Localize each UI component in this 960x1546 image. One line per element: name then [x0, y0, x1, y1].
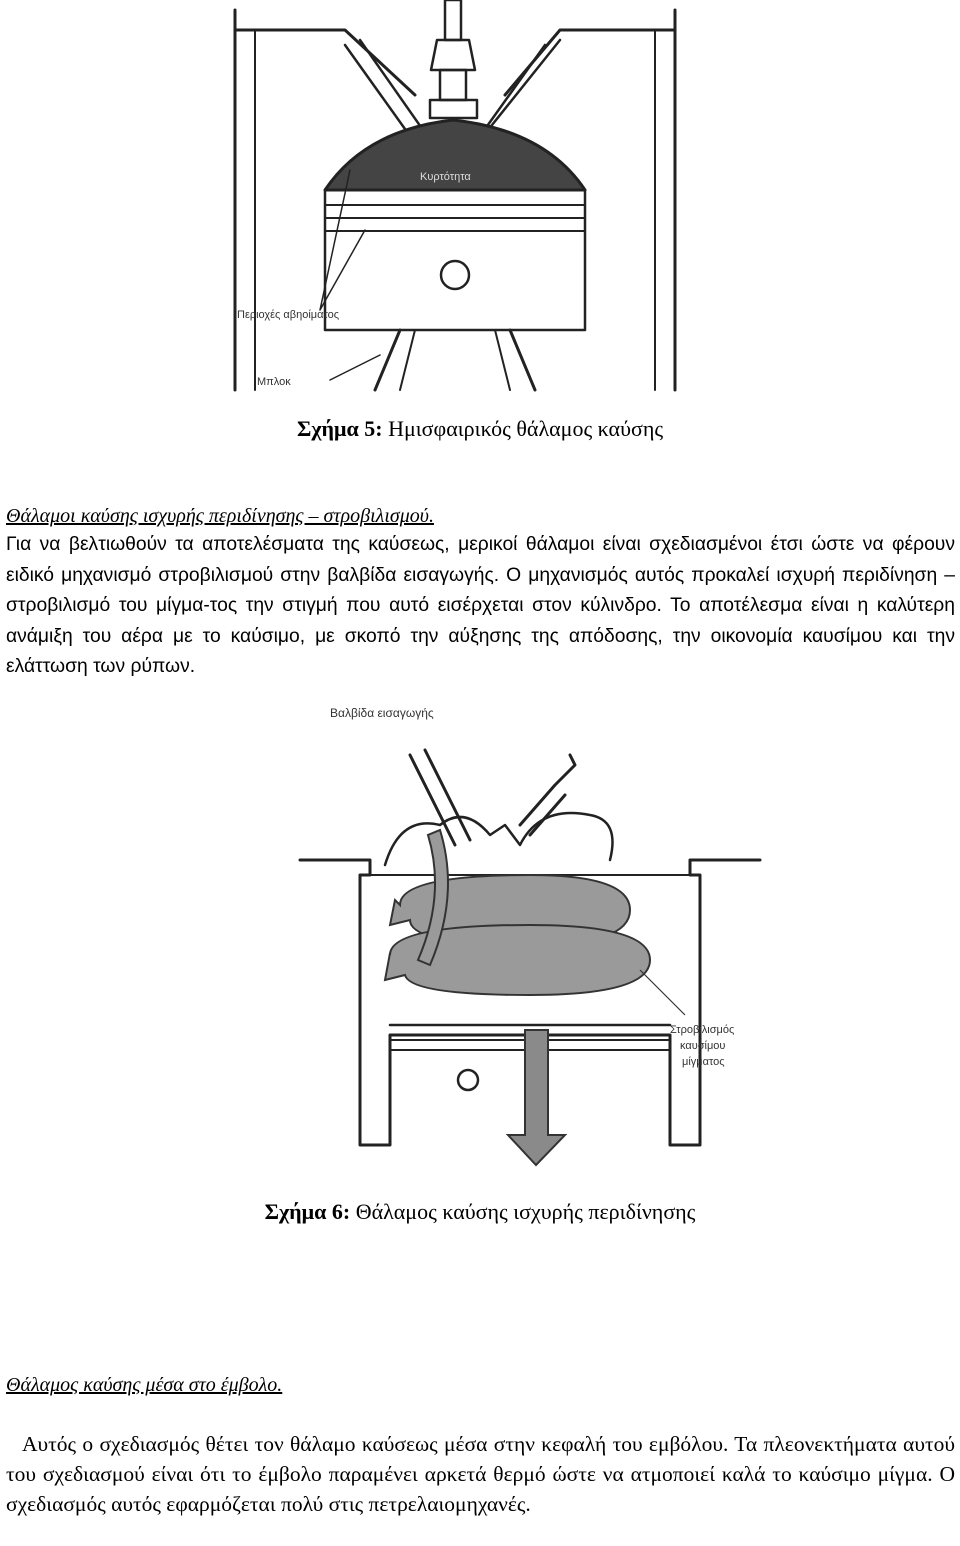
spark-plug — [520, 755, 575, 835]
label-spark: Μπλοκ — [257, 376, 291, 388]
figure-5-caption-text: Ημισφαιρικός θάλαμος καύσης — [382, 416, 664, 441]
section-2-heading: Θάλαμος καύσης μέσα στο έμβολο. — [6, 1374, 283, 1396]
figure-6-diagram — [290, 695, 770, 1175]
label-squish: Περιοχές αβηοίματος — [237, 309, 340, 321]
piston — [325, 190, 585, 390]
figure-6-caption-number: Σχήμα 6: — [264, 1199, 351, 1224]
figure-5-caption — [0, 416, 960, 442]
section-1-paragraph: Για να βελτιωθούν τα αποτελέσματα της καύσεως, μερικοί θάλαμοι είναι σχεδιασμένοι έτσι ώστε να φέρουν ειδικό μηχανισμό στροβιλισμού στην βαλβίδα εισαγωγής. Ο μηχανισμός αυτός προκαλεί ισχυρή περιδίνηση – στροβιλισμό του μίγμα-τος την στιγμή που αυτό εισέρχεται στον κύλινδρο. Το αποτέλεσμα είναι η καλύτερη ανάμιξη του αέρα με το καύσιμο, με σκοπό την αύξησης της απόδοσης, την οικονομία καυσίμου και την ελάττωση των ρύπων. — [6, 534, 955, 677]
cylinder-head-outline — [235, 10, 675, 390]
figure-6-caption-text: Θάλαμος καύσης ισχυρής περιδίνησης — [350, 1199, 696, 1224]
figure-5-diagram — [215, 0, 695, 400]
section-2-paragraph: Αυτός ο σχεδιασμός θέτει τον θάλαμο καύσεως μέσα στην κεφαλή του εμβόλου. Τα πλεονεκτήματα αυτού του σχεδιασμού είναι ότι το έμβολο παραμένει αρκετά θερμό ώστε να ατμοποιεί καλά το καύσιμο μίγμα. Ο σχεδιασμός αυτός εφαρμόζεται πολύ στις πετρελαιομηχανές. — [6, 1432, 955, 1516]
label-intake-valve: Βαλβίδα εισαγωγής — [330, 706, 434, 720]
label-dome: Κυρτότητα — [420, 171, 471, 183]
figure-6-caption — [0, 1199, 960, 1225]
figure-5-caption-number: Σχήμα 5: — [296, 416, 383, 441]
leader-lines — [320, 170, 380, 380]
spark-plug — [430, 0, 477, 118]
label-swirl-1: Στροβιλισμός — [670, 1024, 735, 1036]
label-swirl-3: μίγματος — [682, 1056, 725, 1068]
section-1-heading: Θάλαμοι καύσης ισχυρής περιδίνησης – στροβιλισμού. — [6, 505, 434, 527]
label-swirl-2: καυσίμου — [680, 1040, 726, 1052]
